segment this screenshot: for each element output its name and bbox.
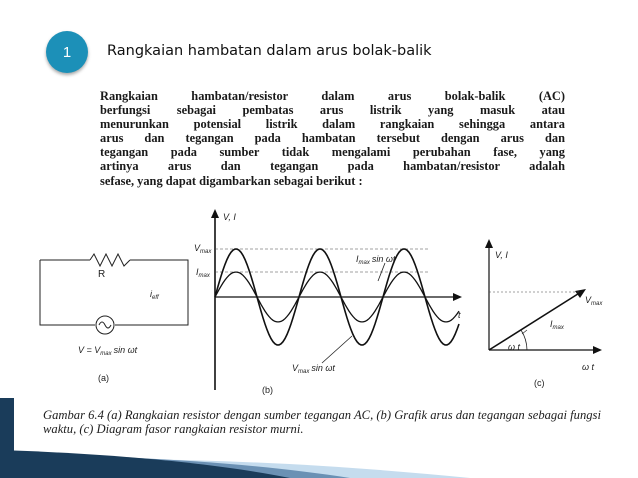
voltage-curve-leader xyxy=(322,336,352,363)
paragraph-line: berfungsi sebagai pembatas arus listrik yang masuk atau xyxy=(100,103,565,118)
current-curve-leader xyxy=(378,263,385,281)
paragraph-line: tegangan pada sumber tidak mengalami perubahan fase, yang xyxy=(100,145,565,160)
phasor-x-arrow xyxy=(593,346,602,354)
angle-leader xyxy=(522,330,527,334)
graph-y-axis-label: V, I xyxy=(223,212,236,222)
paragraph-line: Rangkaian hambatan/resistor dalam arus bolak-balik (AC) xyxy=(100,89,565,103)
graph-vmax-label: $V_{max}$ xyxy=(194,243,212,255)
paragraph-line: artinya arus dan tegangan pada hambatan/resistor adalah xyxy=(100,159,565,174)
paragraph-line: menurunkan potensial listrik dalam rangkaian sehingga antara xyxy=(100,117,565,132)
x-axis-arrow xyxy=(453,293,462,301)
phase-angle-arc xyxy=(521,330,527,350)
waveform-graph xyxy=(211,209,462,390)
subfigure-a-label: (a) xyxy=(98,373,109,383)
subfigure-c-label: (c) xyxy=(534,378,545,388)
body-paragraph xyxy=(100,89,565,188)
phasor-y-arrow xyxy=(485,239,493,248)
circuit-wire xyxy=(40,260,188,325)
phasor-angle-label: ω t xyxy=(508,342,521,352)
circuit-diagram xyxy=(40,254,188,334)
graph-imax-label: $I_{max}$ xyxy=(196,267,210,279)
resistor-label: R xyxy=(98,269,106,280)
graph-x-axis-label: t xyxy=(458,310,461,320)
phasor-imax-label: $I_{max}$ xyxy=(550,319,564,331)
voltage-curve-label: $V_{max}$ sin ωt xyxy=(292,363,335,375)
slide-number-badge: 1 xyxy=(46,31,88,73)
y-axis-arrow xyxy=(211,209,219,218)
vmax-phasor xyxy=(489,292,581,350)
resistor-symbol xyxy=(90,254,130,266)
caption-line: Gambar 6.4 (a) Rangkaian resistor dengan sumber tegangan AC, (b) Grafik arus dan tegangan sebagai fungsi xyxy=(43,408,601,422)
phasor-x-axis-label: ω t xyxy=(582,362,595,372)
source-label: $V = V_{max}$ sin ωt xyxy=(78,345,138,357)
ac-sine-glyph xyxy=(99,322,111,328)
current-label: $i_{eff}$ xyxy=(150,289,159,301)
phasor-vmax-label: $V_{max}$ xyxy=(585,295,603,307)
slide-title: Rangkaian hambatan dalam arus bolak-balik xyxy=(107,43,432,59)
wave-dark-edge xyxy=(0,398,14,478)
caption-line: waktu, (c) Diagram fasor rangkaian resistor murni. xyxy=(43,422,304,436)
phasor-y-axis-label: V, I xyxy=(495,250,508,260)
current-curve-label: $I_{max}$ sin ωt xyxy=(356,254,396,266)
figure-6-4 xyxy=(30,205,610,395)
decorative-wave-band xyxy=(0,398,638,478)
paragraph-line: arus dan tegangan pada hambatan tersebut dengan arus dan xyxy=(100,131,565,146)
subfigure-b-label: (b) xyxy=(262,385,273,395)
paragraph-line: sefase, yang dapat digambarkan sebagai berikut : xyxy=(100,173,363,188)
